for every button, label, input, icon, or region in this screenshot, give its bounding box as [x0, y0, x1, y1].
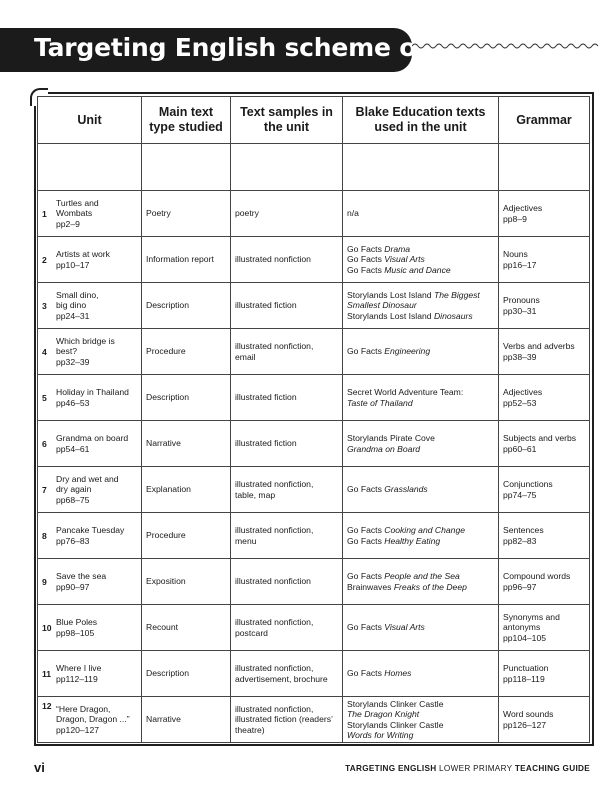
text-samples-cell	[231, 467, 343, 513]
scheme-table	[37, 96, 590, 743]
blake-texts-cell	[343, 191, 499, 237]
book-title: Dinosaurs	[433, 310, 473, 321]
text-samples-cell-line: illustrated fiction (readers’	[235, 714, 333, 725]
unit-cell-line: pp90–97	[56, 581, 90, 592]
text-samples-cell	[231, 605, 343, 651]
blake-text-line	[347, 244, 494, 255]
blake-text-line	[347, 622, 494, 633]
grammar-cell	[499, 283, 590, 329]
grammar-cell	[499, 559, 590, 605]
unit-cell-line: Blue Poles	[56, 617, 98, 627]
unit-cell-line: Pancake Tuesday	[56, 525, 125, 535]
blake-text-line	[347, 484, 494, 495]
book-title: Freaks of the Deep	[393, 581, 467, 592]
blake-text-line	[347, 525, 494, 536]
unit-cell	[38, 605, 142, 651]
text-type-cell: Description	[142, 283, 231, 329]
table-row	[38, 421, 590, 467]
unit-number: 4	[42, 346, 47, 357]
text-samples-cell-line: postcard	[235, 627, 268, 638]
blake-text-line	[347, 387, 494, 398]
series-name: Storylands Clinker Castle	[347, 698, 444, 709]
series-name: Go Facts	[347, 668, 385, 679]
unit-number: 5	[42, 392, 47, 403]
blake-texts-cell	[343, 237, 499, 283]
unit-cell	[38, 467, 142, 513]
grammar-cell-line: Nouns	[503, 249, 528, 259]
text-samples-cell-line: email	[235, 351, 256, 362]
book-title: Healthy Eating	[384, 535, 441, 546]
unit-cell-line: Save the sea	[56, 571, 107, 581]
text-samples-cell-line: illustrated nonfiction	[235, 254, 311, 265]
unit-number: 6	[42, 438, 47, 449]
unit-number: 1	[42, 208, 47, 219]
blake-texts-cell	[343, 697, 499, 743]
grammar-cell-line: pp60–61	[503, 443, 537, 454]
grammar-cell-line: Sentences	[503, 525, 544, 535]
text-type-cell: Poetry	[142, 191, 231, 237]
grammar-cell	[499, 651, 590, 697]
series-name: Go Facts	[347, 571, 385, 581]
blake-texts-cell	[343, 651, 499, 697]
unit-cell-line: pp120–127	[56, 724, 100, 735]
text-samples-cell-line: illustrated fiction	[235, 392, 297, 403]
grammar-cell-line: Subjects and verbs	[503, 433, 577, 443]
text-type-cell: Procedure	[142, 329, 231, 375]
grammar-cell	[499, 697, 590, 743]
blake-text-line	[347, 346, 494, 357]
text-samples-cell-line: illustrated nonfiction,	[235, 341, 314, 351]
decorative-wave	[412, 40, 600, 52]
unit-cell	[38, 513, 142, 559]
unit-cell-line: big dino	[56, 300, 87, 311]
grammar-cell-line: pp16–17	[503, 259, 537, 270]
text-samples-cell-line: poetry	[235, 208, 259, 219]
blake-text-line	[347, 254, 494, 265]
series-name: n/a	[347, 208, 359, 219]
grammar-cell-line: pp8–9	[503, 213, 527, 224]
series-name: Secret World Adventure Team:	[347, 387, 464, 397]
table-row	[38, 697, 590, 743]
unit-cell	[38, 421, 142, 467]
text-type-cell: Description	[142, 651, 231, 697]
text-samples-cell	[231, 697, 343, 743]
book-title: People and the Sea	[384, 571, 460, 581]
series-name: Go Facts	[347, 622, 385, 633]
unit-number: 11	[42, 668, 52, 679]
blake-text-line	[347, 571, 494, 582]
text-samples-cell-line: illustrated fiction	[235, 300, 297, 311]
unit-cell-line: pp112–119	[56, 673, 98, 684]
table-row	[38, 191, 590, 237]
blake-text-line	[347, 433, 494, 444]
unit-cell	[38, 283, 142, 329]
table-row	[38, 467, 590, 513]
blake-text-line	[347, 265, 494, 276]
text-samples-cell	[231, 375, 343, 421]
table-row	[38, 513, 590, 559]
unit-cell-line: Holiday in Thailand	[56, 387, 129, 397]
blake-text-line	[347, 709, 494, 720]
blake-text-line	[347, 699, 494, 710]
unit-cell-line: best?	[56, 346, 78, 357]
grammar-cell-line: pp52–53	[503, 397, 537, 408]
text-samples-cell-line: illustrated nonfiction,	[235, 617, 314, 627]
series-name: Storylands Lost Island	[347, 310, 434, 321]
grammar-cell-line: Adjectives	[503, 203, 543, 213]
grammar-cell	[499, 605, 590, 651]
unit-cell-line: pp98–105	[56, 627, 95, 638]
unit-cell-line: Dragon, Dragon ...”	[56, 714, 130, 725]
unit-cell	[38, 375, 142, 421]
blake-text-line	[347, 398, 494, 409]
book-title: Taste of Thailand	[347, 397, 413, 408]
text-samples-cell	[231, 191, 343, 237]
text-samples-cell	[231, 559, 343, 605]
unit-cell-line: pp68–75	[56, 494, 90, 505]
grammar-cell	[499, 513, 590, 559]
text-type-cell: Recount	[142, 605, 231, 651]
book-title: Engineering	[384, 346, 431, 357]
blake-text-line	[347, 536, 494, 547]
grammar-cell	[499, 375, 590, 421]
grammar-cell-line: Compound words	[503, 571, 571, 581]
blake-text-line	[347, 290, 494, 301]
text-samples-cell	[231, 283, 343, 329]
text-samples-cell-line: illustrated nonfiction	[235, 576, 311, 587]
header-grammar: Grammar	[499, 97, 590, 144]
header-text-samples: Text samples in the unit	[231, 97, 343, 144]
grammar-cell-line: pp96–97	[503, 581, 537, 592]
text-type-cell: Narrative	[142, 421, 231, 467]
grammar-cell-line: pp82–83	[503, 535, 537, 546]
unit-number: 12	[42, 701, 52, 711]
unit-cell	[38, 651, 142, 697]
grammar-cell	[499, 421, 590, 467]
grammar-cell-line: Word sounds	[503, 709, 554, 719]
unit-cell-line: pp76–83	[56, 535, 90, 546]
series-name: Go Facts	[347, 254, 385, 265]
table-row	[38, 283, 590, 329]
table-row	[38, 375, 590, 421]
header-main-text-type: Main text type studied	[142, 97, 231, 144]
grammar-cell	[499, 467, 590, 513]
grammar-cell-line: pp126–127	[503, 719, 547, 730]
book-title: Visual Arts	[384, 254, 425, 265]
book-title: Smallest Dinosaur	[347, 300, 417, 311]
blake-text-line	[347, 208, 494, 219]
unit-cell	[38, 697, 142, 743]
blake-text-line	[347, 300, 494, 311]
unit-number: 2	[42, 254, 47, 265]
series-name: Brainwaves	[347, 581, 394, 592]
blake-text-line	[347, 311, 494, 322]
grammar-cell-line: pp104–105	[503, 632, 547, 643]
unit-number: 3	[42, 300, 47, 311]
footer-guide: TEACHING GUIDE	[514, 764, 590, 773]
text-type-cell: Information report	[142, 237, 231, 283]
series-name: Go Facts	[347, 484, 385, 495]
text-samples-cell-line: illustrated nonfiction,	[235, 525, 314, 535]
unit-cell-line: “Here Dragon,	[56, 703, 111, 714]
unit-cell-line: pp54–61	[56, 443, 90, 454]
blake-texts-cell	[343, 375, 499, 421]
book-title: Music and Dance	[384, 264, 451, 275]
footer-series	[345, 764, 590, 773]
unit-cell-line: pp24–31	[56, 310, 90, 321]
text-samples-cell-line: advertisement, brochure	[235, 673, 328, 684]
unit-cell-line: Dry and wet and	[56, 473, 119, 484]
unit-cell	[38, 559, 142, 605]
text-samples-cell-line: illustrated nonfiction,	[235, 479, 314, 489]
grammar-cell-line: Adjectives	[503, 387, 543, 397]
series-name: Go Facts	[347, 525, 385, 535]
series-name: Go Facts	[347, 243, 385, 254]
unit-cell-line: pp32–39	[56, 356, 90, 367]
text-samples-cell	[231, 513, 343, 559]
book-title: The Dragon Knight	[347, 709, 420, 719]
blake-text-line	[347, 730, 494, 741]
grammar-cell-line: pp118–119	[503, 673, 545, 684]
unit-cell-line: Artists at work	[56, 249, 110, 259]
text-type-cell: Exposition	[142, 559, 231, 605]
series-name: Storylands Pirate Cove	[347, 433, 435, 443]
book-title: The Biggest	[433, 289, 480, 300]
blake-texts-cell	[343, 283, 499, 329]
table-row	[38, 651, 590, 697]
text-samples-cell	[231, 329, 343, 375]
text-type-cell: Procedure	[142, 513, 231, 559]
unit-number: 7	[42, 484, 47, 495]
page-number: vi	[34, 760, 45, 775]
text-samples-cell-line: table, map	[235, 489, 276, 500]
blake-texts-cell	[343, 513, 499, 559]
unit-cell-line: pp10–17	[56, 259, 90, 270]
book-title: Homes	[384, 668, 412, 679]
text-type-cell: Narrative	[142, 697, 231, 743]
blake-texts-cell	[343, 559, 499, 605]
blake-texts-cell	[343, 605, 499, 651]
table-row	[38, 559, 590, 605]
unit-cell-line: Grandma on board	[56, 433, 129, 443]
header-row	[38, 97, 590, 144]
book-title: Cooking and Change	[384, 525, 465, 535]
series-name: Go Facts	[347, 346, 385, 357]
unit-cell-line: Wombats	[56, 208, 93, 219]
grammar-cell-line: Pronouns	[503, 295, 540, 305]
text-samples-cell	[231, 421, 343, 467]
text-type-cell: Description	[142, 375, 231, 421]
text-samples-cell	[231, 237, 343, 283]
book-title: Grandma on Board	[347, 443, 421, 454]
header-blake-texts: Blake Education texts used in the unit	[343, 97, 499, 144]
unit-cell-line: Turtles and	[56, 197, 99, 208]
text-samples-cell-line: theatre)	[235, 724, 265, 735]
grammar-cell-line: Punctuation	[503, 663, 549, 673]
unit-cell-line: pp2–9	[56, 218, 80, 229]
blake-text-line	[347, 444, 494, 455]
series-name: Go Facts	[347, 535, 385, 546]
grammar-cell-line: Synonyms and	[503, 611, 560, 622]
footer-middle: LOWER PRIMARY	[436, 764, 515, 773]
footer-brand: TARGETING ENGLISH	[345, 764, 437, 773]
blake-text-line	[347, 668, 494, 679]
series-name: Go Facts	[347, 264, 385, 275]
unit-cell-line: Which bridge is	[56, 335, 115, 346]
unit-cell-line: Small dino,	[56, 289, 99, 300]
series-name: Storylands Clinker Castle	[347, 719, 444, 730]
unit-cell	[38, 329, 142, 375]
unit-cell-line: Where I live	[56, 663, 102, 673]
blake-texts-cell	[343, 467, 499, 513]
grammar-cell-line: pp30–31	[503, 305, 537, 316]
grammar-cell-line: pp74–75	[503, 489, 537, 500]
unit-cell	[38, 191, 142, 237]
blake-text-line	[347, 582, 494, 593]
series-name: Storylands Lost Island	[347, 289, 434, 300]
book-title: Drama	[384, 243, 411, 254]
book-title: Grasslands	[384, 484, 428, 495]
grammar-cell-line: antonyms	[503, 622, 541, 633]
text-samples-cell-line: illustrated fiction	[235, 438, 297, 449]
blake-texts-cell	[343, 421, 499, 467]
table-row	[38, 329, 590, 375]
text-samples-cell-line: illustrated nonfiction,	[235, 703, 314, 714]
unit-number: 8	[42, 530, 47, 541]
grammar-cell-line: pp38–39	[503, 351, 537, 362]
grammar-cell	[499, 191, 590, 237]
page-title: Targeting English scheme overview	[34, 33, 526, 62]
table-row	[38, 605, 590, 651]
grammar-cell	[499, 329, 590, 375]
header-unit: Unit	[38, 97, 142, 144]
grammar-cell-line: Conjunctions	[503, 479, 553, 489]
book-title: Visual Arts	[384, 622, 425, 633]
text-samples-cell-line: menu	[235, 535, 257, 546]
unit-number: 9	[42, 576, 47, 587]
blank-row	[38, 144, 590, 191]
unit-cell-line: pp46–53	[56, 397, 90, 408]
table-row	[38, 237, 590, 283]
grammar-cell-line: Verbs and adverbs	[503, 341, 575, 351]
grammar-cell	[499, 237, 590, 283]
unit-cell-line: dry again	[56, 484, 92, 495]
blake-texts-cell	[343, 329, 499, 375]
text-type-cell: Explanation	[142, 467, 231, 513]
unit-number: 10	[42, 622, 52, 633]
book-title: Words for Writing	[347, 730, 414, 740]
text-samples-cell-line: illustrated nonfiction,	[235, 663, 314, 673]
text-samples-cell	[231, 651, 343, 697]
unit-cell	[38, 237, 142, 283]
blake-text-line	[347, 720, 494, 731]
